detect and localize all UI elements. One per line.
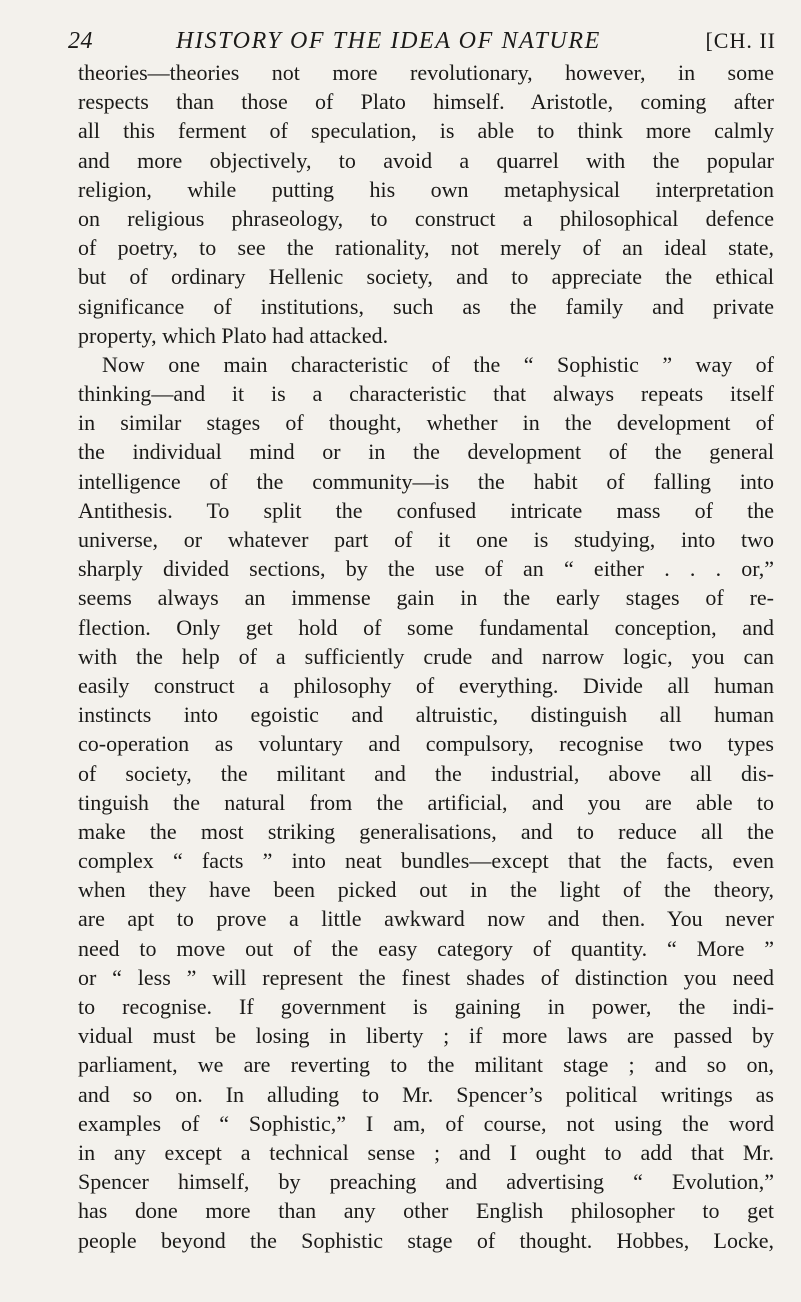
text-line: examples of “ Sophistic,” I am, of course, not using the word [78,1110,774,1136]
text-line: thinking—and it is a characteristic that always repeats itself [78,381,774,407]
text-line: on religious phraseology, to construct a philosophical defence [78,205,774,231]
text-line: intelligence of the community—is the habit of falling into [78,468,774,494]
text-line: with the help of a sufficiently crude and narrow logic, you can [78,643,774,669]
text-line: to recognise. If government is gaining in power, the indi- [78,994,774,1019]
text-line: in similar stages of thought, whether in the development of [78,410,774,436]
text-line: make the most striking generalisations, and to reduce all the [78,818,774,844]
text-line: parliament, we are reverting to the militant stage ; and so on, [78,1052,774,1078]
text-line: religion, while putting his own metaphysical interpretation [78,176,774,202]
text-line: Now one main characteristic of the “ Sophistic ” way of [102,351,774,377]
text-line: and more objectively, to avoid a quarrel with the popular [78,147,774,173]
text-line: of society, the militant and the industrial, above all dis- [78,760,774,786]
text-line: people beyond the Sophistic stage of thought. Hobbes, Locke, [78,1227,774,1253]
text-line: or “ less ” will represent the finest shades of distinction you need [78,964,774,990]
text-line: universe, or whatever part of it one is studying, into two [78,527,774,552]
text-line: all this ferment of speculation, is able to think more calmly [78,118,774,144]
page-number: 24 [68,28,93,54]
paragraph [78,58,774,350]
text-line: significance of institutions, such as the family and private [78,293,774,319]
text-line: the individual mind or in the development of the general [78,439,774,465]
text-line: respects than those of Plato himself. Aristotle, coming after [78,89,774,115]
text-line: vidual must be losing in liberty ; if more laws are passed by [78,1023,774,1049]
text-line: flection. Only get hold of some fundamental conception, and [78,614,774,640]
text-line: sharply divided sections, by the use of an “ either . . . or,” [78,556,774,582]
running-title: HISTORY OF THE IDEA OF NATURE [176,28,601,54]
text-line: and so on. In alluding to Mr. Spencer’s political writings as [78,1081,774,1107]
text-line: property, which Plato had attacked. [78,322,389,348]
text-line: of poetry, to see the rationality, not merely of an ideal state, [78,235,774,261]
text-line: easily construct a philosophy of everything. Divide all human [78,672,774,698]
text-line: tinguish the natural from the artificial, and you are able to [78,789,774,815]
body-text [78,58,774,1255]
text-line: complex “ facts ” into neat bundles—except that the facts, even [78,848,774,874]
paragraph [78,350,774,1255]
text-line: when they have been picked out in the light of the theory, [78,877,774,903]
text-line: Spencer himself, by preaching and advertising “ Evolution,” [78,1169,774,1195]
text-line: instincts into egoistic and altruistic, distinguish all human [78,702,774,728]
text-line: theories—theories not more revolutionary, however, in some [78,60,774,85]
running-head [68,28,776,62]
text-line: has done more than any other English philosopher to get [78,1198,774,1224]
text-line: seems always an immense gain in the early stages of re- [78,585,774,611]
text-line: Antithesis. To split the confused intricate mass of the [78,497,774,523]
text-line: in any except a technical sense ; and I ought to add that Mr. [78,1139,774,1165]
text-line: are apt to prove a little awkward now and then. You never [78,906,774,932]
text-line: need to move out of the easy category of quantity. “ More ” [78,935,774,961]
text-line: co-operation as voluntary and compulsory, recognise two types [78,731,774,757]
text-line: but of ordinary Hellenic society, and to appreciate the ethical [78,264,774,290]
chapter-reference: [CH. II [705,28,776,53]
